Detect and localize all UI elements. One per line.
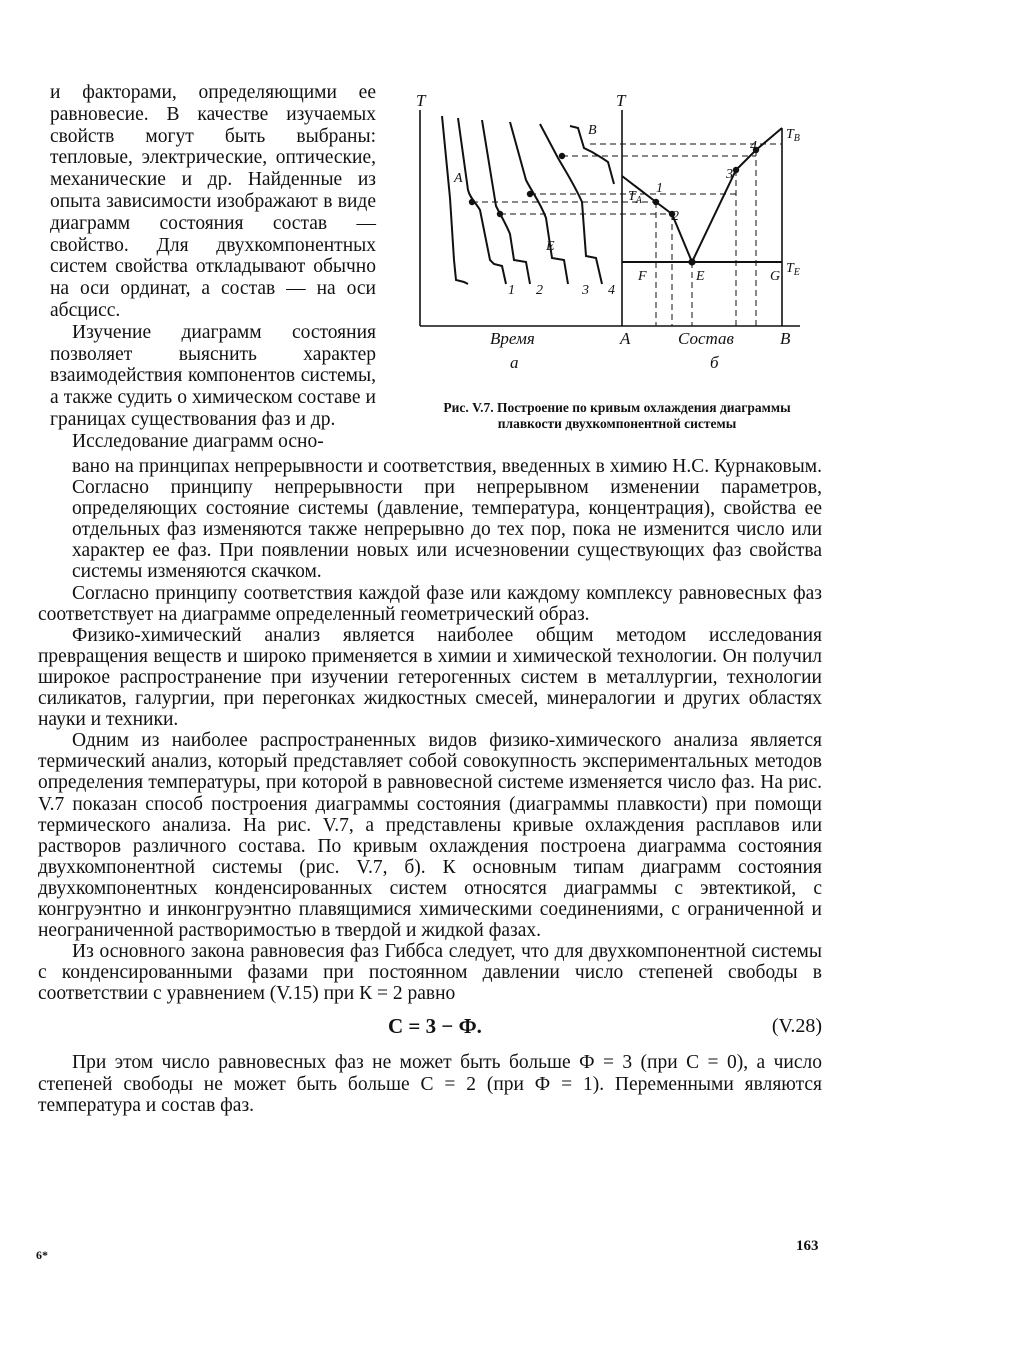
label-TA: $T_A$ (628, 189, 642, 206)
curve-label-2: 2 (536, 283, 543, 298)
curve-label-4: 4 (608, 283, 615, 298)
page-number: 163 (796, 1238, 819, 1254)
equation-formula: С = 3 − Ф. (388, 1014, 482, 1039)
axis-b-right-end: B (780, 329, 791, 348)
cooling-curves (442, 116, 614, 284)
left-paragraph-3-start: Исследование диаграмм осно- (72, 430, 324, 452)
panel-a-letter: а (510, 353, 519, 372)
cooling-diagram (410, 88, 824, 388)
label-a-point-A: A (454, 171, 463, 186)
panel-b-letter: б (710, 353, 719, 372)
curve-label-1: 1 (508, 283, 515, 298)
curve-label-3: 3 (582, 283, 589, 298)
paragraph-5: Физико-химический анализ является наиболее общим методом исследования превращения веществ и широко применяется в химии и химической технологии. Он получил широкое распространение при изучении гетерогенных систем в металлургии, технологии силикатов, галургии, при перегонках жидкостных смесей, минералогии и других областях науки и техники. (38, 624, 822, 731)
point-E (688, 258, 695, 265)
label-a-point-B: B (588, 123, 597, 138)
paragraph-3-continued: вано на принципах непрерывности и соответствия, введенных в химию Н.С. Курнаковым. Согласно принципу непрерывности при непрерывном изменении параметров, определяющих состояние системы (давление, температура, концентрация), свойства ее отдельных фаз изменяются также непрерывно до тех пор, пока не изменится число или характер ее фаз. При появлении новых или исчезновении существующих фаз свойства системы изменяются скачком. (72, 456, 822, 583)
point-label-1: 1 (656, 181, 663, 196)
paragraph-4: Согласно принципу соответствия каждой фазе или каждому комплексу равновесных фаз соответствует на диаграмме определенный геометрический образ. (38, 582, 822, 625)
axis-a-x-label: Время (490, 329, 535, 348)
label-TE: $T_E$ (786, 261, 800, 278)
point-label-4: 4 (750, 139, 757, 154)
left-column (50, 82, 376, 453)
cooling-curve-4 (540, 124, 602, 284)
left-paragraph-2: Изучение диаграмм состояния позволяет выяснить характер взаимодействия компонентов системы, а также судить о химическом составе и границах существования фаз и др. (50, 321, 376, 430)
diagram-points (653, 147, 759, 266)
point-1 (653, 199, 659, 205)
axis-b-y-label: T (616, 91, 626, 110)
point-3 (733, 167, 739, 173)
label-F: F (638, 269, 647, 284)
main-text (38, 456, 822, 1116)
paragraph-6: Одним из наиболее распространенных видов физико-химического анализа является термический анализ, который представляет собой совокупность экспериментальных методов определения температуры, при которой в равновесной системе изменяется число фаз. На рис. V.7 показан способ построения диаграммы состояния (диаграммы плавкости) при помощи термического анализа. На рис. V.7, а представлены кривые охлаждения расплавов или растворов различного состава. По кривым охлаждения построена диаграмма состояния двухкомпонентной системы (рис. V.7, б). К основным типам диаграмм состояния двухкомпонентных конденсированных систем относятся диаграммы с эвтектикой, с конгруэнтно и инконгруэнтно плавящимися химическими соединениями, с ограниченной и неограниченной растворимостью в твердой и жидкой фазах. (38, 730, 822, 942)
point-label-2: 2 (672, 209, 679, 224)
point-label-3: 3 (726, 167, 733, 182)
label-E: E (696, 269, 705, 284)
axis-a-y-label: T (416, 91, 426, 110)
axis-b-left-end: A (620, 329, 631, 348)
left-paragraph-1: и факторами, определяющими ее равновесие. В качестве изучаемых свойств могут быть выбраны: тепловые, электрические, оптические, механические и др. Найденные из опыта зависимости изображают в виде диаграмм состояния состав — свойство. Для двухкомпонентных систем свойства откладывают обычно на оси ординат, а состав — на оси абсцисс. (50, 82, 376, 321)
figure-v7 (410, 88, 824, 448)
label-TB: $T_B$ (786, 127, 800, 144)
curve-breakpoints (469, 153, 565, 217)
label-G: G (770, 269, 781, 284)
paragraph-7: Из основного закона равновесия фаз Гиббса следует, что для двухкомпонентной системы с конденсированными фазами при постоянном давлении число степеней свободы в соответствии с уравнением (V.15) при К = 2 равно (38, 941, 822, 1005)
cooling-curve-1 (458, 118, 506, 284)
equation-v28 (38, 1008, 822, 1048)
signature-mark: 6* (36, 1248, 48, 1262)
cooling-curve-3 (510, 122, 568, 284)
equation-number: (V.28) (771, 1015, 822, 1038)
axis-b-x-label: Состав (678, 329, 734, 348)
cooling-curve-pure-a (442, 116, 468, 284)
figure-caption: Рис. V.7. Построение по кривым охлаждения диаграммы плавкости двухкомпонентной системы (443, 400, 791, 431)
label-a-point-E: E (546, 239, 555, 254)
paragraph-8: При этом число равновесных фаз не может быть больше Ф = 3 (при С = 0), а число степеней свободы не может быть больше С = 2 (при Ф = 1). Переменными являются температура и состав фаз. (38, 1052, 822, 1116)
